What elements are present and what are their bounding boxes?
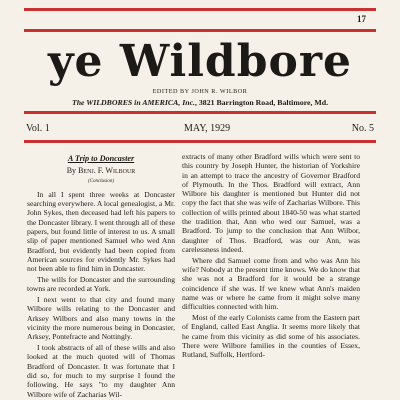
editor-line: EDITED BY JOHN R. WILBOR [152, 88, 248, 95]
issue-bottom-rule [24, 140, 376, 143]
publisher-name: The WILDBORES in AMERICA, Inc. [71, 98, 195, 107]
volume: Vol. 1 [26, 123, 50, 134]
author-name: Benj. F. Wilbour [78, 166, 136, 176]
publisher-address: , 3821 Barrington Road, Baltimore, Md. [195, 98, 329, 107]
masthead-title: ye Wildbore [47, 36, 352, 87]
continued-note: (Conclusion) [87, 178, 115, 184]
publisher-line [0, 98, 400, 107]
issue-date: MAY, 1929 [184, 123, 231, 134]
masthead-lower-rule [24, 111, 376, 114]
paragraph: In all I spent three weeks at Doncaster searching everywhere. A local genealogist, a Mr. John Sykes, then deceased had left his papers to the Doncaster library. I went through all of these papers, but found little of interest to us. A small slip of paper mentioned Samuel who wed Ann Bradford, but evidently had been copied from American sources for evidently Mr. Sykes had not been able to find him in Doncaster. [27, 189, 175, 274]
paragraph: The wills for Doncaster and the surrounding towns are recorded at York. [27, 275, 175, 294]
top-red-rule [24, 8, 376, 11]
right-column [182, 152, 360, 361]
paragraph: extracts of many other Bradford wills which were sent to this country by Joseph Hunter, the historian of Yorkshire in an attempt to trace the ancestry of Governor Bradford of Plymouth. In the Thos. Bradford will extract, Ann Wilbore his daughter is mentioned but Hunter did not copy the fact that she was wife of Zacharias Wilbore. This collection of wills printed about 1840-50 was what started the tradition that, Ann who wed our Samuel, was a Bradford. To jump to the conclusion that Ann Wilbor, daughter of Thos. Bradford, was our Ann, was carelessness indeed. [182, 152, 360, 254]
article-title: A Trip to Doncaster [67, 154, 135, 163]
left-column [27, 152, 175, 400]
masthead-upper-rule [24, 29, 376, 32]
paragraph: I next went to that city and found many Wilbore wills relating to the Doncaster and Arksey Wilbors and also many towns in the vicinity the more numerous being in Doncaster, Arksey, Pontefracte and Nottingly. [27, 295, 175, 342]
byline [27, 166, 175, 175]
issue-number: No. 5 [351, 123, 374, 134]
paragraph: Most of the early Colonists came from the Eastern part of England, called East Anglia. It seems more likely that he came from this vicinity as did some of his associates. There were Wilbore families in the counties of Essex, Rutland, Suffolk, Hertford- [182, 313, 360, 360]
paragraph: Where did Samuel come from and who was Ann his wife? Nobody at the present time knows. We do know that she was not a Bradford for it would be a strange coincidence if she was. If we knew what Ann's maiden name was or where he came from it might solve many difficulties connected with him. [182, 255, 360, 312]
byline-prefix: By [66, 166, 77, 176]
page-number: 17 [357, 14, 366, 24]
paragraph: I took abstracts of all of these wills and also looked at the much quoted will of Thomas Bradford of Doncaster. It was fortunate that I did so, for much to my surprise I found the following. He says "to my daughter Ann Wilbore wife of Zacharias Wil- [27, 343, 175, 399]
